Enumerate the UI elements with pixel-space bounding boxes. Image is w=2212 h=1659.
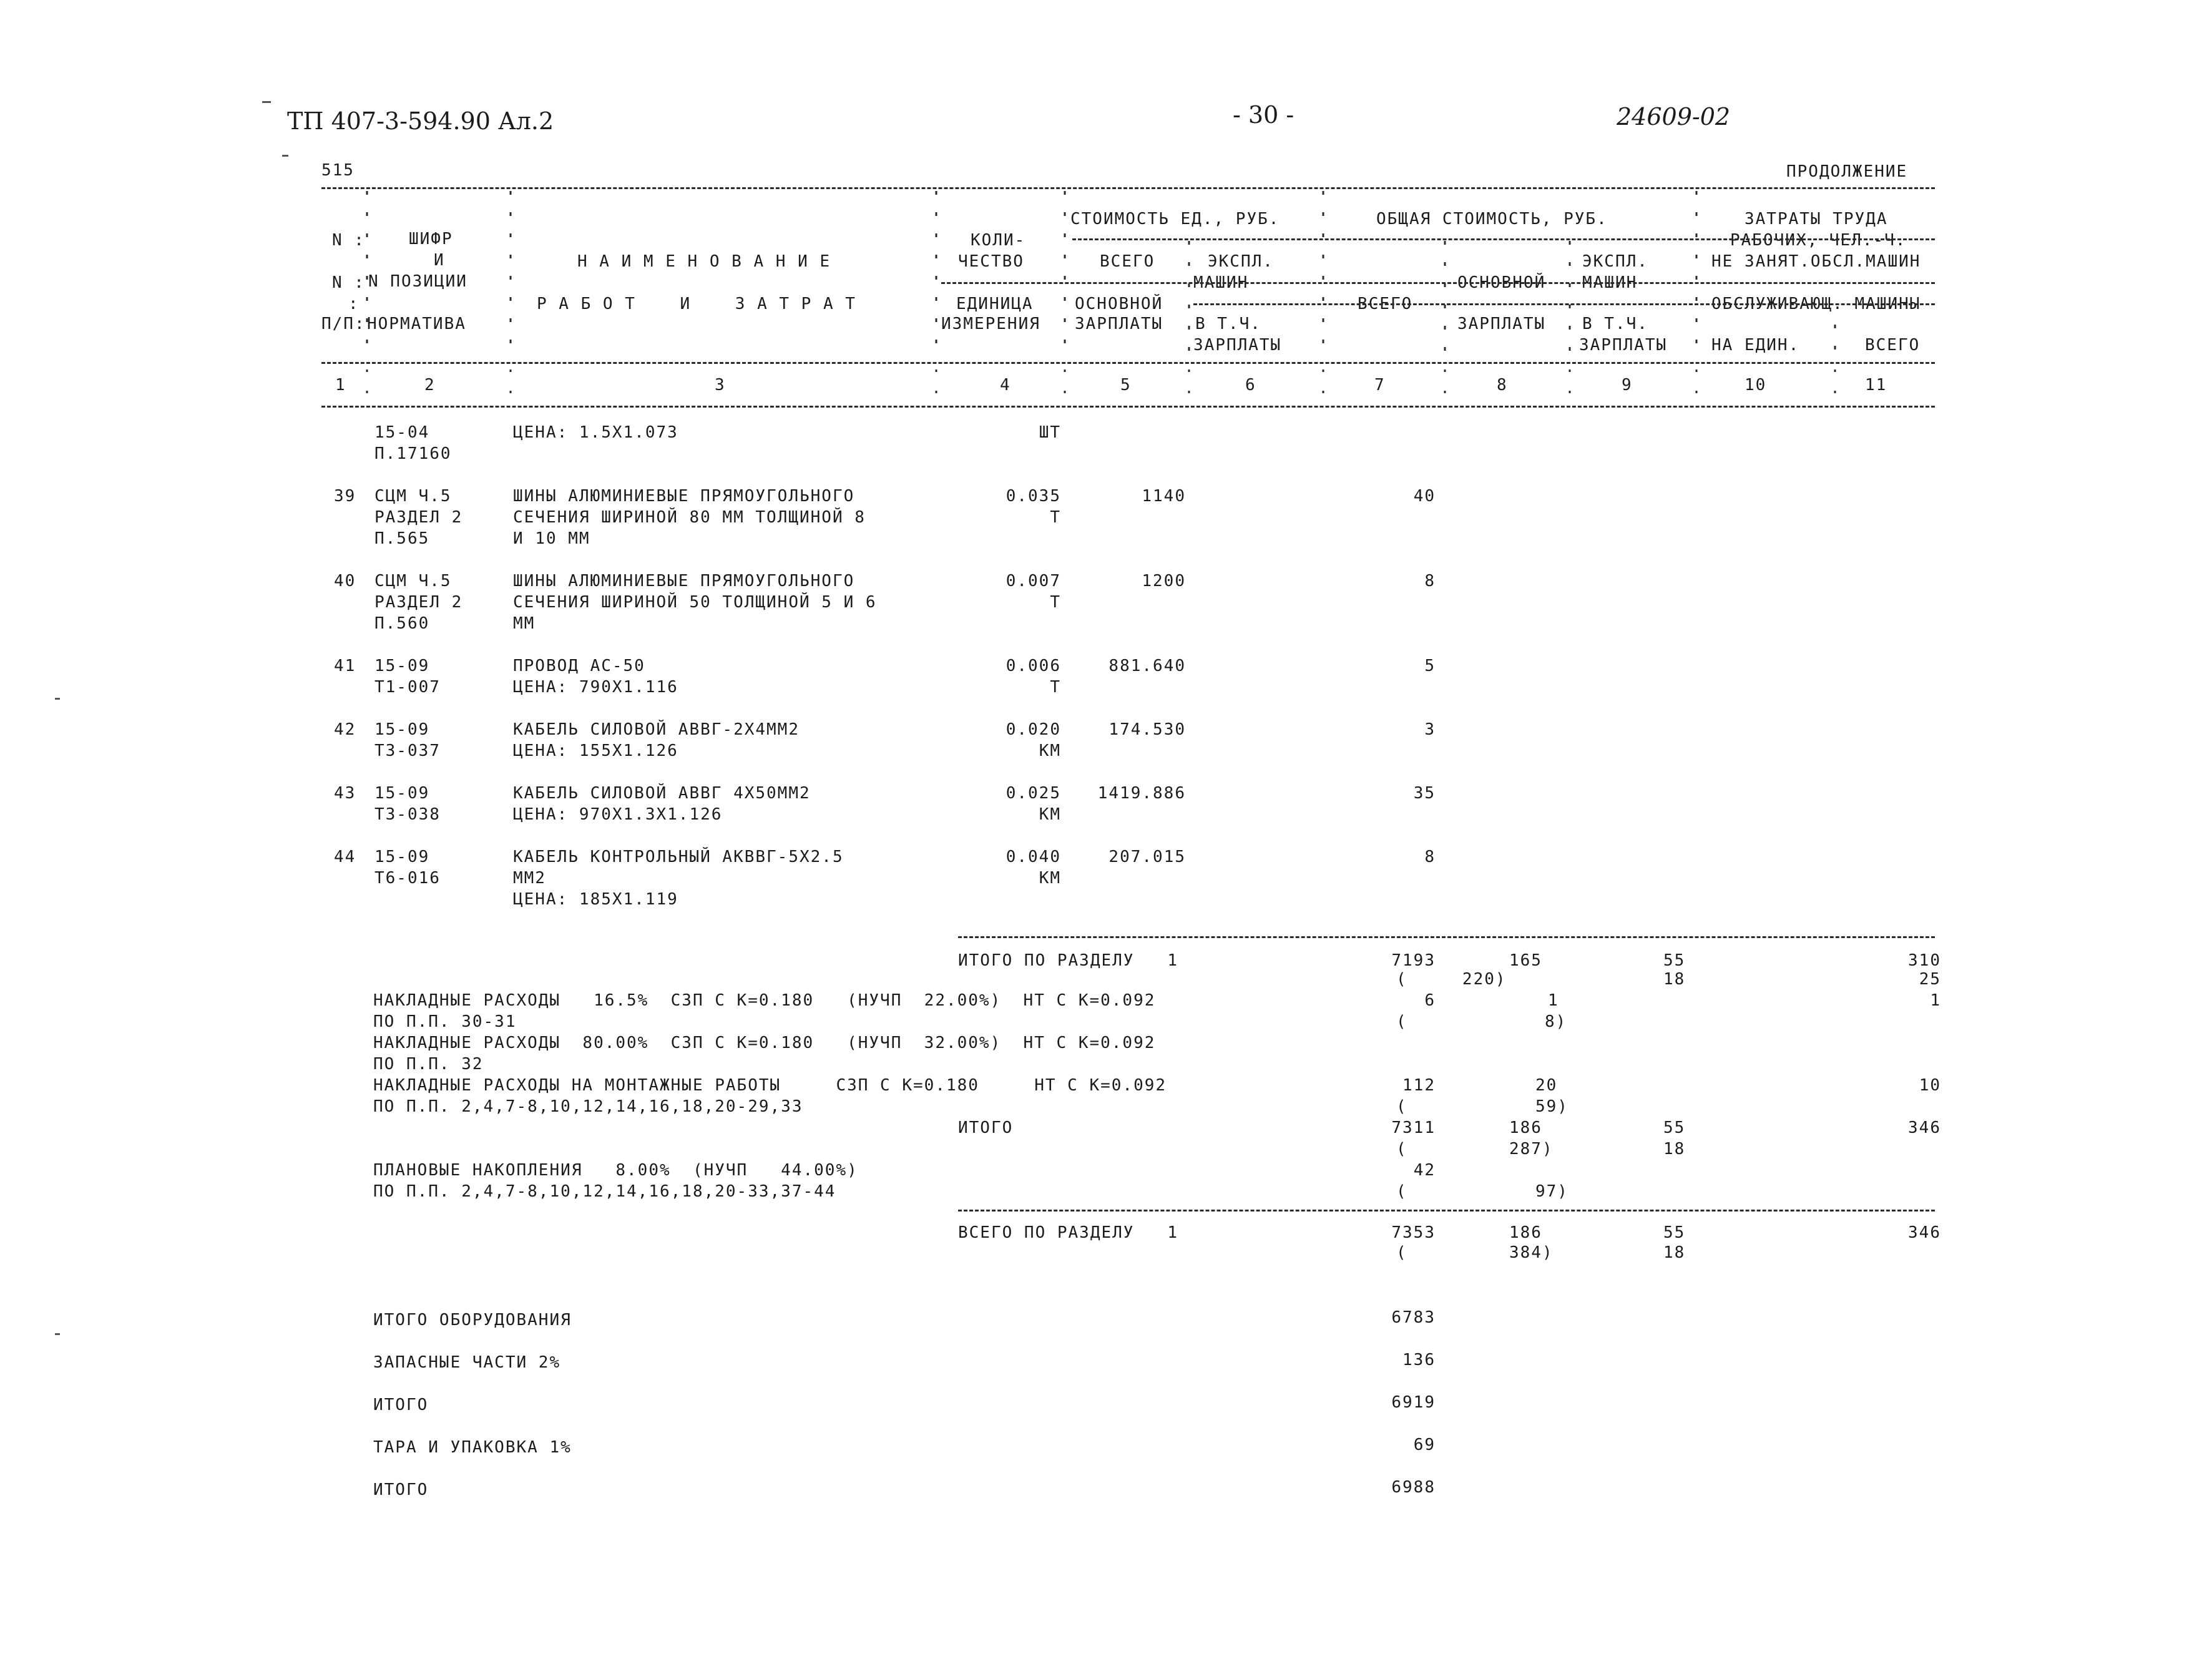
row-unit-price: 1419.886	[1097, 784, 1186, 803]
subtotal-wages-paren: ( 220)	[1396, 970, 1507, 989]
col2-line: НОРМАТИВА	[367, 315, 466, 333]
row-name: ММ	[513, 614, 536, 633]
labor-heading-1: ЗАТРАТЫ ТРУДА	[1745, 210, 1888, 228]
row-total: 35	[1413, 784, 1436, 803]
itogo-total: 7311	[1391, 1118, 1436, 1137]
itogo-wages-paren: 287)	[1509, 1140, 1554, 1158]
summary-rule	[958, 1210, 1935, 1211]
overhead-line: ПО П.П. 30-31	[373, 1012, 517, 1031]
col4-line: ЧЕСТВО	[958, 252, 1024, 271]
row-name: ШИНЫ АЛЮМИНИЕВЫЕ ПРЯМОУГОЛЬНОГО	[513, 572, 855, 590]
col4-line: ИЗМЕРЕНИЯ	[941, 315, 1040, 333]
row-quantity: 0.020	[1006, 720, 1061, 739]
col6-line: В Т.Ч.	[1195, 315, 1261, 333]
row-unit: КМ	[1039, 805, 1061, 824]
row-total: 40	[1413, 487, 1436, 506]
itogo-machines-wages: 18	[1663, 1140, 1686, 1158]
row-code: 15-04	[374, 423, 430, 442]
row-unit: ШТ	[1039, 423, 1061, 442]
row-code: Т6-016	[374, 869, 441, 888]
col9-line: ЭКСПЛ.	[1582, 252, 1648, 271]
row-total: 5	[1424, 657, 1436, 675]
row-code: 15-09	[374, 848, 430, 866]
col8-line: ОСНОВНОЙ	[1457, 273, 1546, 292]
row-code: СЦМ Ч.5	[374, 572, 452, 590]
row-total: 3	[1424, 720, 1436, 739]
totals-value: 6919	[1391, 1393, 1436, 1412]
overhead-wages-paren: 8)	[1545, 1012, 1567, 1031]
row-number: 41	[334, 657, 356, 675]
overhead-line: НАКЛАДНЫЕ РАСХОДЫ 80.00% СЗП С К=0.180 (НУЧП 32.00%) НТ С К=0.092	[373, 1034, 1156, 1052]
col5-line: ЗАРПЛАТЫ	[1075, 315, 1163, 333]
header-rule-inner	[1193, 303, 1935, 305]
row-number: 39	[334, 487, 356, 506]
col2-line: ШИФР	[409, 230, 453, 248]
section-total-wages-paren: 384)	[1509, 1243, 1554, 1262]
col6-line: МАШИН	[1193, 273, 1249, 292]
itogo-machines: 55	[1663, 1118, 1686, 1137]
totals-label: ТАРА И УПАКОВКА 1%	[373, 1438, 572, 1457]
column-number: 7	[1374, 376, 1386, 394]
row-code: П.17160	[374, 444, 452, 463]
row-name: ШИНЫ АЛЮМИНИЕВЫЕ ПРЯМОУГОЛЬНОГО	[513, 487, 855, 506]
summary-rule	[958, 936, 1935, 938]
column-number: 4	[1000, 376, 1011, 394]
unit-cost-heading: СТОИМОСТЬ ЕД., РУБ.	[1070, 210, 1280, 228]
col10-11-line: НЕ ЗАНЯТ.ОБСЛ.МАШИН	[1711, 252, 1921, 271]
row-name: СЕЧЕНИЯ ШИРИНОЙ 80 ММ ТОЛЩИНОЙ 8	[513, 508, 866, 527]
row-name: КАБЕЛЬ СИЛОВОЙ АВВГ-2Х4ММ2	[513, 720, 800, 739]
continuation-label: ПРОДОЛЖЕНИЕ	[1786, 162, 1908, 181]
subtotal-labor: 310	[1908, 951, 1941, 970]
row-quantity: 0.025	[1006, 784, 1061, 803]
overhead-wages: 1	[1548, 991, 1559, 1010]
row-name: СЕЧЕНИЯ ШИРИНОЙ 50 ТОЛЩИНОЙ 5 И 6	[513, 593, 877, 612]
row-unit-price: 207.015	[1108, 848, 1186, 866]
totals-label: ИТОГО	[373, 1480, 429, 1499]
row-unit: Т	[1050, 593, 1061, 612]
row-code: Т3-037	[374, 741, 441, 760]
col2-line: N ПОЗИЦИИ	[368, 272, 467, 291]
row-number: 43	[334, 784, 356, 803]
itogo-label: ИТОГО	[958, 1118, 1014, 1137]
col7-line: ВСЕГО	[1358, 295, 1413, 313]
column-number: 10	[1745, 376, 1767, 394]
totals-value: 6783	[1391, 1308, 1436, 1327]
col5-line: ОСНОВНОЙ	[1075, 295, 1163, 313]
col5-line: ВСЕГО	[1100, 252, 1155, 271]
overhead-line: ПО П.П. 2,4,7-8,10,12,14,16,18,20-29,33	[373, 1097, 803, 1116]
header-rule-top	[321, 187, 1935, 189]
row-name: ЦЕНА: 185Х1.119	[513, 890, 678, 909]
row-code: П.560	[374, 614, 430, 633]
overhead-total: 112	[1402, 1076, 1436, 1095]
subtotal-total: 7193	[1391, 951, 1436, 970]
subtotal-machines: 55	[1663, 951, 1686, 970]
row-quantity: 0.006	[1006, 657, 1061, 675]
row-unit-price: 881.640	[1108, 657, 1186, 675]
row-unit: Т	[1050, 678, 1061, 697]
row-code: 15-09	[374, 657, 430, 675]
row-quantity: 0.007	[1006, 572, 1061, 590]
document-number: 24609-02	[1617, 103, 1731, 130]
row-name: КАБЕЛЬ СИЛОВОЙ АВВГ 4Х50ММ2	[513, 784, 811, 803]
planned-savings-line: ПО П.П. 2,4,7-8,10,12,14,16,18,20-33,37-44	[373, 1182, 836, 1201]
total-cost-heading: ОБЩАЯ СТОИМОСТЬ, РУБ.	[1376, 210, 1608, 228]
row-code: 15-09	[374, 784, 430, 803]
header-rule-mid	[321, 362, 1935, 364]
row-name: ЦЕНА: 155Х1.126	[513, 741, 678, 760]
col9-line: ЗАРПЛАТЫ	[1579, 336, 1668, 355]
row-quantity: 0.035	[1006, 487, 1061, 506]
overhead-paren: (	[1396, 1097, 1407, 1116]
row-name: ЦЕНА: 970Х1.3Х1.126	[513, 805, 723, 824]
header-rule-inner	[1072, 238, 1935, 240]
col1-line: N :	[332, 273, 365, 292]
totals-value: 136	[1402, 1351, 1436, 1369]
column-number: 6	[1245, 376, 1256, 394]
section-total-wages: 186	[1509, 1223, 1542, 1242]
overhead-total: 6	[1424, 991, 1436, 1010]
row-total: 8	[1424, 848, 1436, 866]
row-unit-price: 1140	[1142, 487, 1186, 506]
col1-line: N :	[332, 231, 365, 250]
column-number: 9	[1622, 376, 1633, 394]
section-total: 7353	[1391, 1223, 1436, 1242]
header-rule-inner	[941, 282, 1935, 284]
col1-line: П/П:	[321, 315, 366, 333]
row-code: Т3-038	[374, 805, 441, 824]
row-number: 44	[334, 848, 356, 866]
row-name: И 10 ММ	[513, 529, 590, 548]
document-code: ТП 407-3-594.90 Ал.2	[287, 107, 554, 135]
col10-line: НА ЕДИН.	[1711, 336, 1800, 355]
top-reference: 515	[321, 161, 355, 180]
planned-savings-wages: 97)	[1535, 1182, 1568, 1201]
overhead-paren: (	[1396, 1012, 1407, 1031]
itogo-wages: 186	[1509, 1118, 1542, 1137]
row-name: ЦЕНА: 1.5Х1.073	[513, 423, 678, 442]
row-unit: КМ	[1039, 869, 1061, 888]
subtotal-wages: 165	[1509, 951, 1542, 970]
row-code: РАЗДЕЛ 2	[374, 508, 463, 527]
row-unit-price: 174.530	[1108, 720, 1186, 739]
col9-line: В Т.Ч.	[1582, 315, 1648, 333]
itogo-paren: (	[1396, 1140, 1407, 1158]
column-number: 1	[335, 376, 346, 394]
page-number: - 30 -	[1233, 101, 1294, 129]
col9-line: МАШИН	[1582, 273, 1638, 292]
totals-label: ИТОГО ОБОРУДОВАНИЯ	[373, 1311, 572, 1329]
overhead-labor: 1	[1930, 991, 1941, 1010]
row-name: ЦЕНА: 790Х1.116	[513, 678, 678, 697]
labor-heading-2: РАБОЧИХ, ЧЕЛ.-Ч.	[1730, 231, 1907, 250]
row-code: П.565	[374, 529, 430, 548]
col4-line: КОЛИ-	[971, 231, 1026, 250]
row-quantity: 0.040	[1006, 848, 1061, 866]
col6-line: ЭКСПЛ.	[1208, 252, 1274, 271]
totals-value: 69	[1413, 1436, 1436, 1454]
col6-line: ЗАРПЛАТЫ	[1193, 336, 1282, 355]
scan-mark	[55, 698, 60, 700]
section-total-labor: 346	[1908, 1223, 1941, 1242]
col3-subtitle: Р А Б О Т И З А Т Р А Т	[537, 295, 856, 313]
planned-savings-total: 42	[1413, 1161, 1436, 1180]
row-code: Т1-007	[374, 678, 441, 697]
row-unit: Т	[1050, 508, 1061, 527]
overhead-line: ПО П.П. 32	[373, 1055, 484, 1074]
row-name: ММ2	[513, 869, 546, 888]
row-code: СЦМ Ч.5	[374, 487, 452, 506]
subtotal-machines-wages: 18	[1663, 970, 1686, 989]
column-number: 5	[1120, 376, 1132, 394]
row-number: 42	[334, 720, 356, 739]
section-total-machines-wages: 18	[1663, 1243, 1686, 1262]
row-code: 15-09	[374, 720, 430, 739]
section-total-label: ВСЕГО ПО РАЗДЕЛУ 1	[958, 1223, 1179, 1242]
overhead-wages: 20	[1535, 1076, 1558, 1095]
col11-line: ВСЕГО	[1865, 336, 1921, 355]
row-code: РАЗДЕЛ 2	[374, 593, 463, 612]
itogo-labor: 346	[1908, 1118, 1941, 1137]
totals-label: ЗАПАСНЫЕ ЧАСТИ 2%	[373, 1353, 561, 1372]
section-total-paren: (	[1396, 1243, 1407, 1262]
totals-label: ИТОГО	[373, 1396, 429, 1414]
col1-line: :	[348, 295, 360, 313]
column-number: 3	[715, 376, 726, 394]
section-subtotal-label: ИТОГО ПО РАЗДЕЛУ 1	[958, 951, 1179, 970]
row-unit-price: 1200	[1142, 572, 1186, 590]
section-total-machines: 55	[1663, 1223, 1686, 1242]
col3-title: Н А И М Е Н О В А Н И Е	[577, 252, 831, 271]
overhead-line: НАКЛАДНЫЕ РАСХОДЫ 16.5% СЗП С К=0.180 (НУЧП 22.00%) НТ С К=0.092	[373, 991, 1156, 1010]
planned-savings-paren: (	[1396, 1182, 1407, 1201]
planned-savings-line: ПЛАНОВЫЕ НАКОПЛЕНИЯ 8.00% (НУЧП 44.00%)	[373, 1161, 858, 1180]
row-total: 8	[1424, 572, 1436, 590]
row-name: ПРОВОД АС-50	[513, 657, 645, 675]
overhead-labor: 10	[1919, 1076, 1941, 1095]
overhead-line: НАКЛАДНЫЕ РАСХОДЫ НА МОНТАЖНЫЕ РАБОТЫ СЗП С К=0.180 НТ С К=0.092	[373, 1076, 1167, 1095]
col4-line: ЕДИНИЦА	[956, 295, 1034, 313]
column-number: 8	[1497, 376, 1508, 394]
overhead-wages-paren: 59)	[1535, 1097, 1568, 1116]
totals-value: 6988	[1391, 1478, 1436, 1497]
row-number: 40	[334, 572, 356, 590]
header-rule-bottom	[321, 406, 1935, 408]
row-unit: КМ	[1039, 741, 1061, 760]
column-number: 2	[424, 376, 436, 394]
row-name: КАБЕЛЬ КОНТРОЛЬНЫЙ АКВВГ-5Х2.5	[513, 848, 844, 866]
scan-mark	[282, 155, 288, 157]
col2-line: И	[434, 251, 445, 270]
scan-mark	[262, 101, 271, 103]
scan-mark	[55, 1333, 60, 1335]
column-number: 11	[1865, 376, 1887, 394]
subtotal-labor-machines: 25	[1919, 970, 1941, 989]
col10-11-line: ОБСЛУЖИВАЮЩ. МАШИНЫ	[1711, 295, 1921, 313]
col8-line: ЗАРПЛАТЫ	[1457, 315, 1546, 333]
